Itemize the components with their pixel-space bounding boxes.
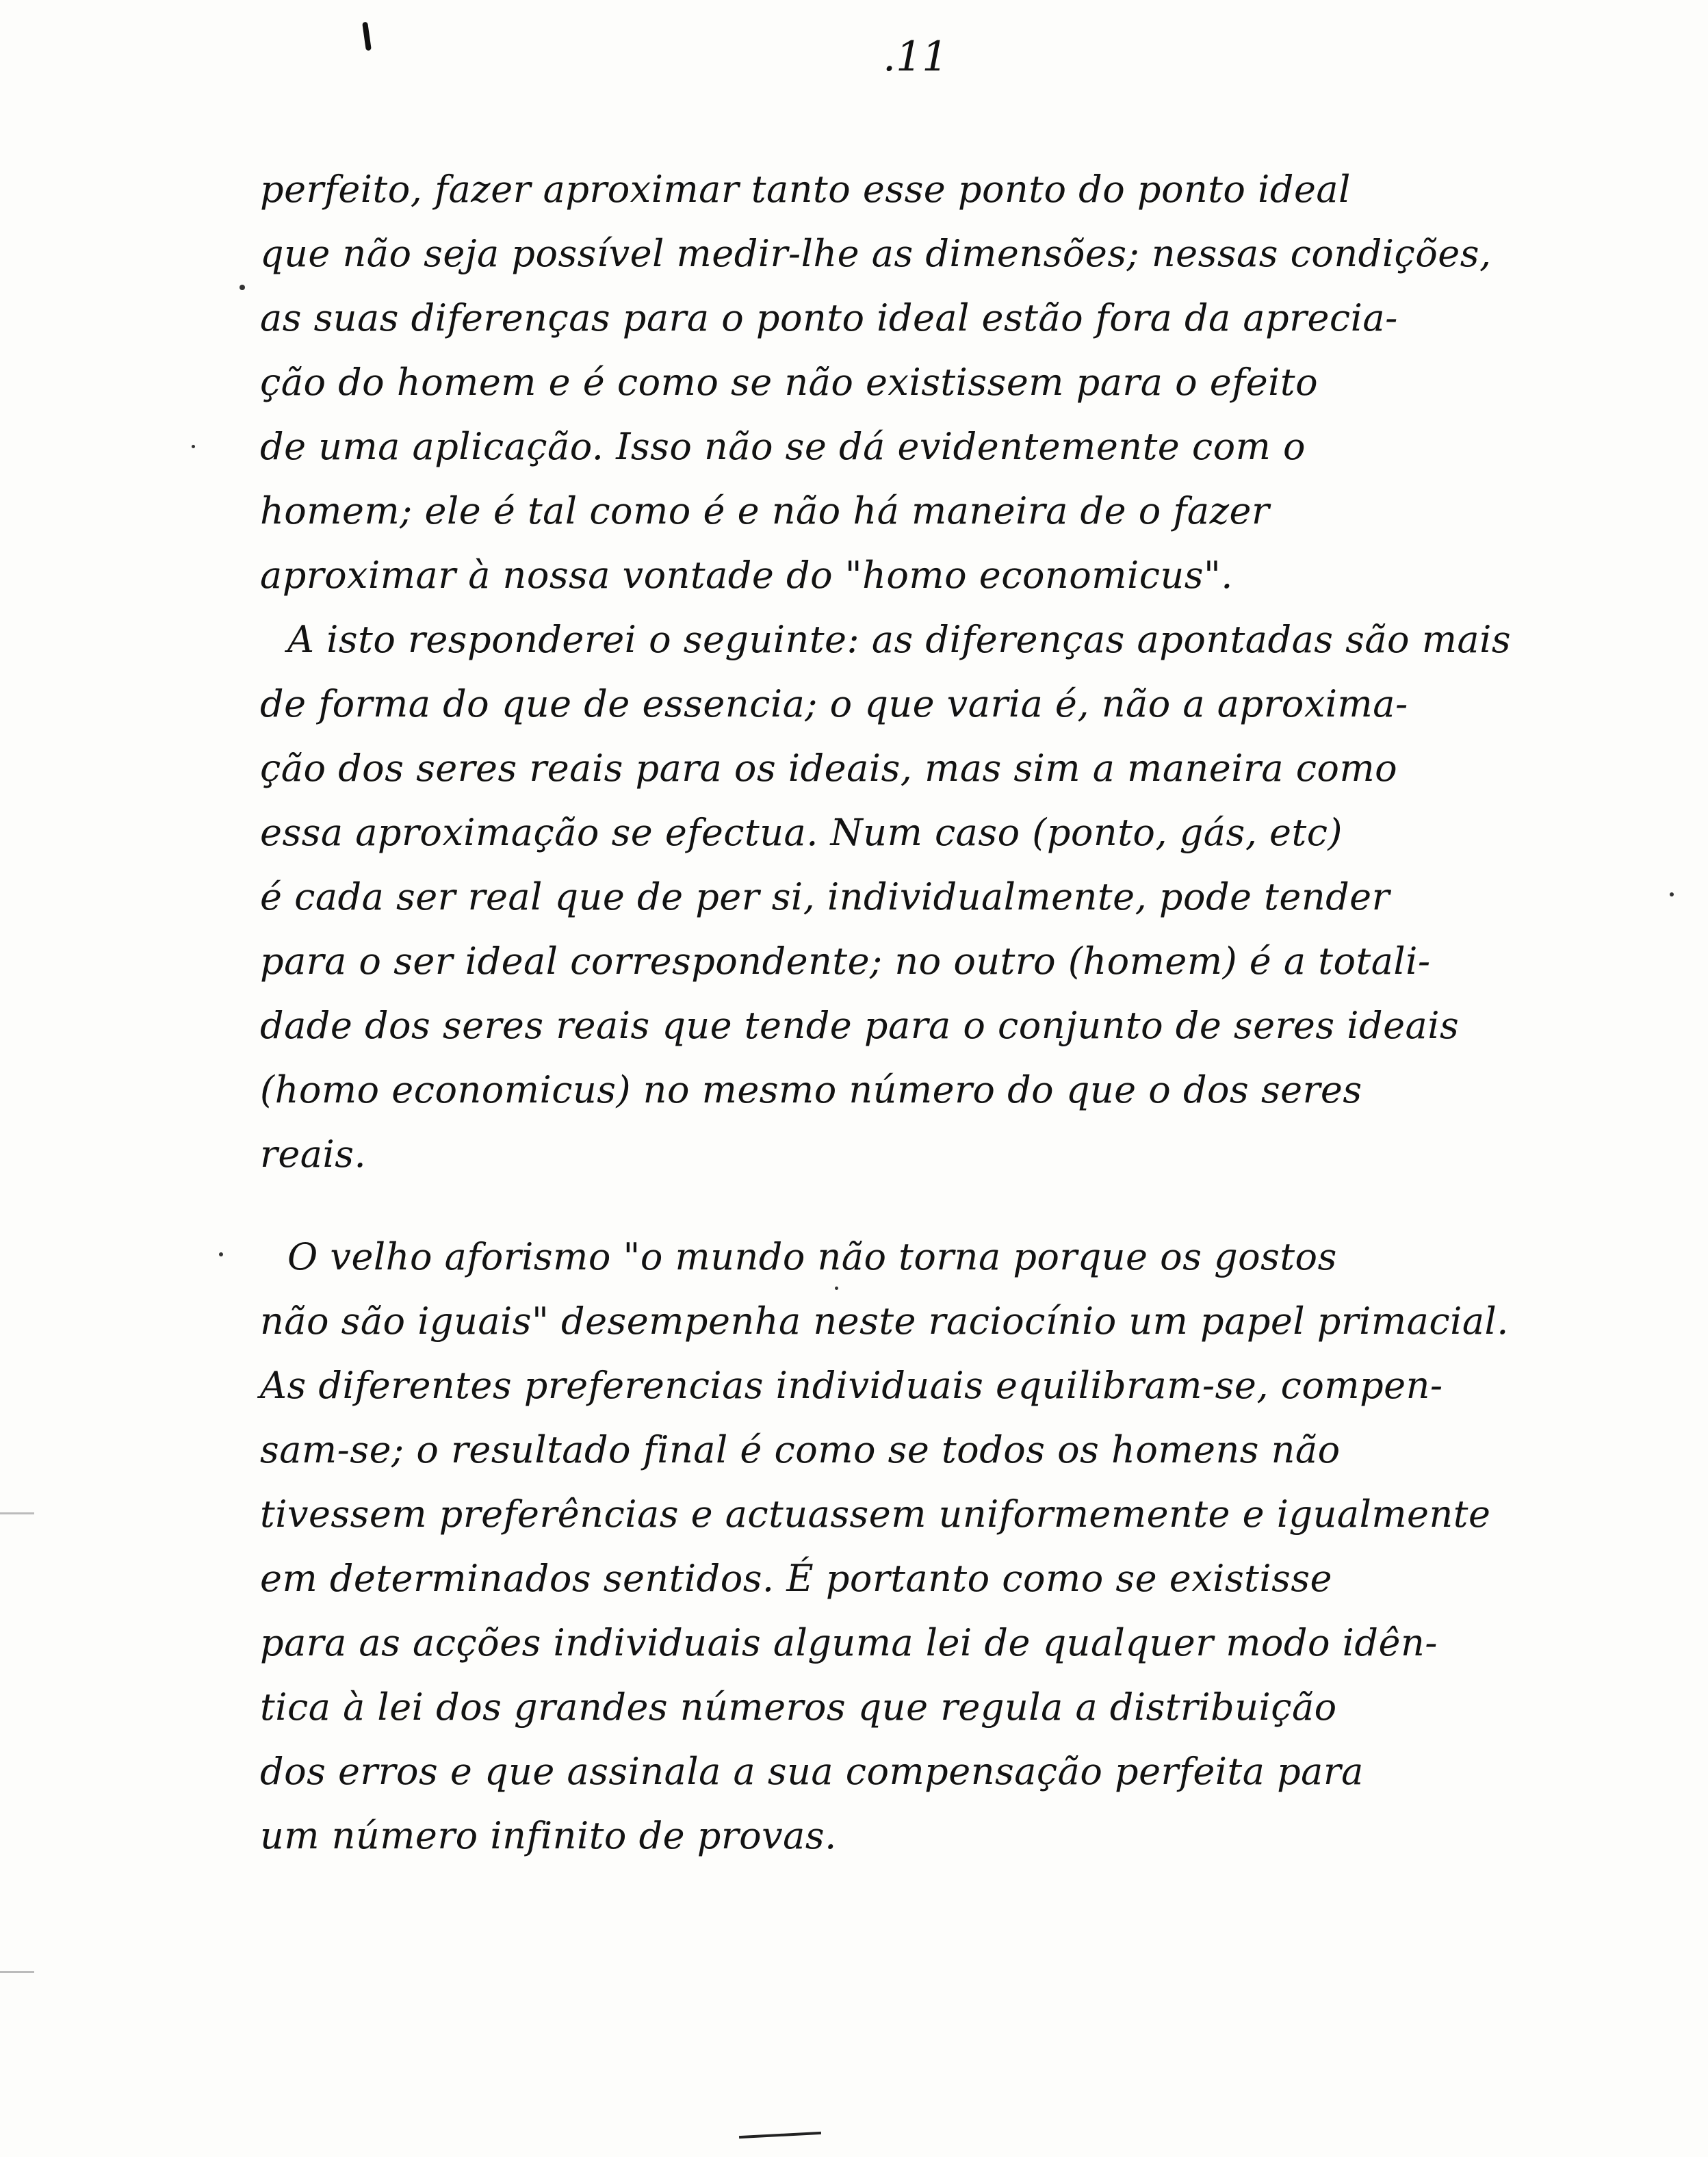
text-line: aproximar à nossa vontade do "homo economicus". [260, 554, 1233, 597]
page-number: .11 [883, 33, 948, 81]
text-line: é cada ser real que de per si, individualmente, pode tender [260, 875, 1390, 918]
ink-speck [1670, 892, 1674, 896]
text-line: para as acções individuais alguma lei de qualquer modo idên- [260, 1621, 1438, 1664]
ink-speck [240, 285, 245, 290]
text-line: sam-se; o resultado final é como se todos os homens não [260, 1428, 1341, 1471]
paragraph-2 [260, 608, 1683, 1187]
text-line: dade dos seres reais que tende para o conjunto de seres ideais [260, 1004, 1460, 1047]
text-line: tica à lei dos grandes números que regula a distribuição [260, 1685, 1337, 1729]
text-line: O velho aforismo "o mundo não torna porque os gostos [287, 1235, 1337, 1278]
scan-edge-mark [0, 1512, 34, 1514]
manuscript-text [260, 157, 1683, 1868]
text-line: um número infinito de provas. [260, 1814, 837, 1857]
ink-mark [739, 2132, 821, 2139]
text-line: ção dos seres reais para os ideais, mas sim a maneira como [260, 747, 1398, 790]
text-line: não são iguais" desempenha neste raciocínio um papel primacial. [260, 1300, 1509, 1343]
text-line: dos erros e que assinala a sua compensação perfeita para [260, 1750, 1364, 1793]
text-line: de forma do que de essencia; o que varia é, não a aproxima- [260, 682, 1408, 725]
scan-edge-mark [0, 1971, 34, 1973]
text-line: essa aproximação se efectua. Num caso (ponto, gás, etc) [260, 811, 1343, 854]
text-line: As diferentes preferencias individuais equilibram-se, compen- [260, 1364, 1443, 1407]
text-line: em determinados sentidos. É portanto como se existisse [260, 1557, 1333, 1600]
ink-mark [362, 22, 372, 51]
paragraph-3 [260, 1225, 1683, 1868]
ink-speck [192, 445, 195, 448]
text-line: tivessem preferências e actuassem uniformemente e igualmente [260, 1493, 1491, 1536]
text-line: (homo economicus) no mesmo número do que o dos seres [260, 1068, 1362, 1111]
text-line: reais. [260, 1133, 367, 1176]
paragraph-1 [260, 157, 1683, 608]
paragraph-gap [260, 1187, 1683, 1225]
text-line: perfeito, fazer aproximar tanto esse ponto do ponto ideal [260, 168, 1351, 211]
text-line: de uma aplicação. Isso não se dá evidentemente com o [260, 425, 1306, 468]
text-line: A isto responderei o seguinte: as diferenças apontadas são mais [287, 618, 1512, 661]
text-line: as suas diferenças para o ponto ideal estão fora da aprecia- [260, 296, 1398, 339]
text-line: que não seja possível medir-lhe as dimensões; nessas condições, [260, 232, 1492, 275]
text-line: ção do homem e é como se não existissem para o efeito [260, 361, 1319, 404]
text-line: para o ser ideal correspondente; no outro (homem) é a totali- [260, 940, 1431, 983]
text-line: homem; ele é tal como é e não há maneira de o fazer [260, 489, 1270, 532]
ink-speck [835, 1287, 838, 1290]
ink-speck [219, 1252, 223, 1256]
